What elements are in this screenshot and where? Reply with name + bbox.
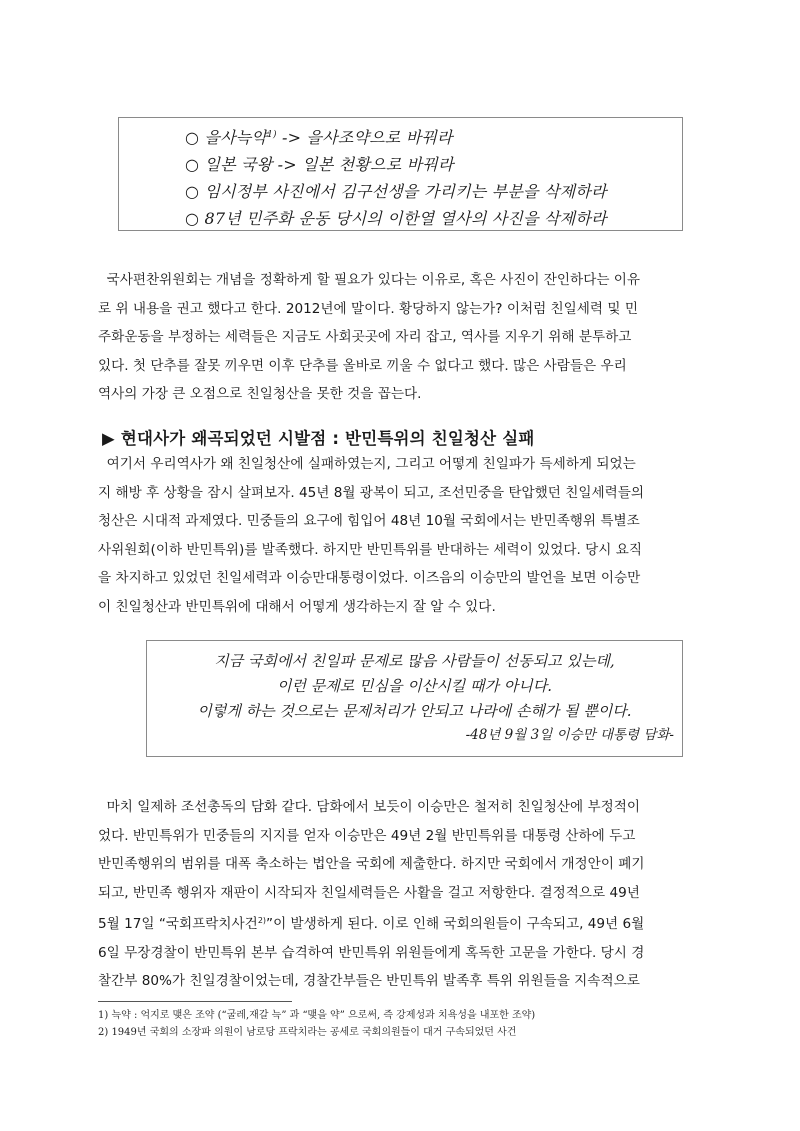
demand-line: ○ 을사늑약$^{1)}$ -> 을사조약으로 바꿔라	[185, 128, 453, 147]
footnote-item: 1) 늑약 : 억지로 맺은 조약 (“굴레,재갈 늑” 과 “맺을 약” 으로써, 즉 강제성과 치욕성을 내포한 조약)	[98, 1010, 536, 1021]
quote-source: -48년 9월 3일 이승만 대통령 담화-	[465, 727, 674, 743]
intro-paragraph: 국사편찬위원회는 개념을 정확하게 할 필요가 있다는 이유로, 혹은 사진이 잔인하다는 이유 로 위 내용을 권고 했다고 한다. 2012년에 말이다. 황당하지 않는가? 이처럼 친일세력 및 민 주화운동을 부정하는 세력들은 지금도 사회곳곳에 자리 잡고, 역사를 지우기 위해 분투하고 있다. 첫 단추를 잘못 끼우면 이후 단추를 올바로 끼울 수 없다고 했다. 많은 사람들은 우리 역사의 가장 큰 오점으로 친일청산을 못한 것을 꼽는다.	[98, 272, 641, 402]
censorship-demands-box	[118, 117, 683, 231]
history-paragraph: 여기서 우리역사가 왜 친일청산에 실패하였는지, 그리고 어떻게 친일파가 득세하게 되었는 지 해방 후 상황을 잠시 살펴보자. 45년 8월 광복이 되고, 조선민중을 탄압했던 친일세력들의 청산은 시대적 과제였다. 민중들의 요구에 힘입어 48년 10월 국회에서는 반민족행위 특별조 사위원회(이하 반민특위)를 발족했다. 하지만 반민특위를 반대하는 세력이 있었다. 당시 요직 을 차지하고 있었던 친일세력과 이승만대통령이었다. 이즈음의 이승만의 발언을 보면 이승만 이 친일청산과 반민특위에 대해서 어떻게 생각하는지 잘 알 수 있다.	[98, 456, 645, 615]
footnote-item: 2) 1949년 국회의 소장파 의원이 남로당 프락치라는 공세로 국회의원들이 대거 구속되었던 사건	[98, 1027, 517, 1038]
section-heading: ▶ 현대사가 왜곡되었던 시발점 : 반민특위의 친일청산 실패	[102, 429, 535, 448]
quote-line: 이렇게 하는 것으로는 문제처리가 안되고 나라에 손해가 될 뿐이다.	[197, 702, 632, 720]
analysis-paragraph: 마치 일제하 조선총독의 담화 같다. 담화에서 보듯이 이승만은 철저히 친일청산에 부정적이 었다. 반민특위가 민중들의 지지를 얻자 이승만은 49년 2월 반민특위를 대통령 산하에 두고 반민족행위의 범위를 대폭 축소하는 법안을 국회에 제출한다. 하지만 국회에서 개정안이 폐기 되고, 반민족 행위자 재판이 시작되자 친일세력들은 사활을 걸고 저항한다. 결정적으로 49년 5월 17일 “국회프락치사건$^{2)}$”이 발생하게 된다. 이로 인해 국회의원들이 구속되고, 49년 6월 6일 무장경찰이 반민특위 본부 습격하여 반민특위 위원들에게 혹독한 고문을 가한다. 당시 경 찰간부 80%가 친일경찰이었는데, 경찰간부들은 반민특위 발족후 특위 위원들을 지속적으로	[98, 799, 645, 989]
demand-line: ○ 87년 민주화 운동 당시의 이한열 열사의 사진을 삭제하라	[185, 209, 607, 228]
footnote-ref[interactable]: 1)	[267, 130, 277, 140]
quote-box	[146, 640, 683, 757]
demand-line: ○ 일본 국왕 -> 일본 천황으로 바꿔라	[185, 155, 454, 174]
footnotes	[98, 1007, 701, 1041]
footnote-divider	[98, 1001, 292, 1002]
quote-line: 지금 국회에서 친일파 문제로 많음 사람들이 선동되고 있는데,	[214, 652, 615, 670]
footnote-ref[interactable]: 2)	[257, 916, 267, 925]
demand-line: ○ 임시정부 사진에서 김구선생을 가리키는 부분을 삭제하라	[185, 182, 607, 201]
quote-line: 이런 문제로 민심을 이산시킬 때가 아니다.	[277, 677, 552, 695]
